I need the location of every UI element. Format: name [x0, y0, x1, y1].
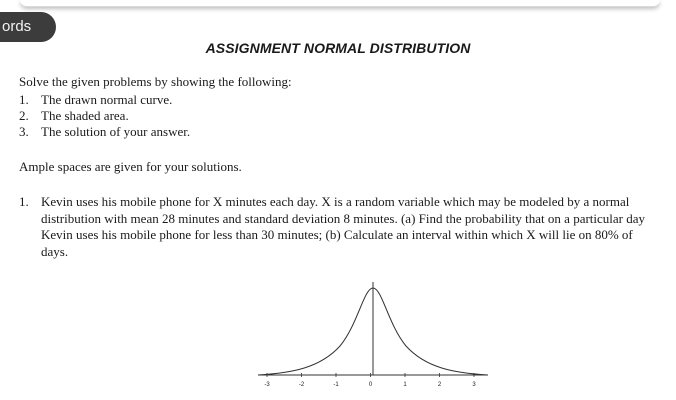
instructions-intro: Solve the given problems by showing the following:	[19, 74, 292, 89]
note-text: Ample spaces are given for your solutions.	[19, 159, 242, 174]
step-number: 2.	[19, 108, 29, 123]
problem-text: Kevin uses his mobile phone for X minutes each day. X is a random variable which may be modeled by a normal distribution with mean 28 minutes and standard deviation 8 minutes. (a) Find the probability that on a particular day Kevin uses his mobile phone for less than 30 minutes; (b) Calculate an interval within which X will lie on 80% of days.	[41, 194, 646, 259]
x-axis-tick-label: 1	[403, 382, 407, 388]
step-item	[19, 92, 172, 108]
step-number: 1.	[19, 92, 29, 107]
side-tab-button[interactable]: ords	[0, 12, 56, 42]
x-axis-tick-label: -3	[264, 382, 270, 388]
step-item	[19, 108, 129, 124]
x-axis-tick-label: -2	[298, 382, 305, 388]
normal-curve-figure	[252, 282, 492, 396]
x-axis-tick-label: 0	[368, 382, 373, 388]
step-text: The solution of your answer.	[41, 124, 191, 139]
step-text: The drawn normal curve.	[41, 92, 173, 107]
x-axis-tick-label: 3	[472, 382, 476, 388]
step-text: The shaded area.	[41, 108, 129, 123]
step-item	[19, 124, 190, 140]
x-axis-tick-label: -1	[333, 382, 339, 388]
document-title: ASSIGNMENT NORMAL DISTRIBUTION	[205, 40, 471, 56]
x-axis-tick-label: 2	[437, 382, 442, 388]
step-number: 3.	[19, 124, 29, 139]
problem-number: 1.	[19, 194, 29, 209]
top-bar-shadow	[20, 0, 660, 7]
